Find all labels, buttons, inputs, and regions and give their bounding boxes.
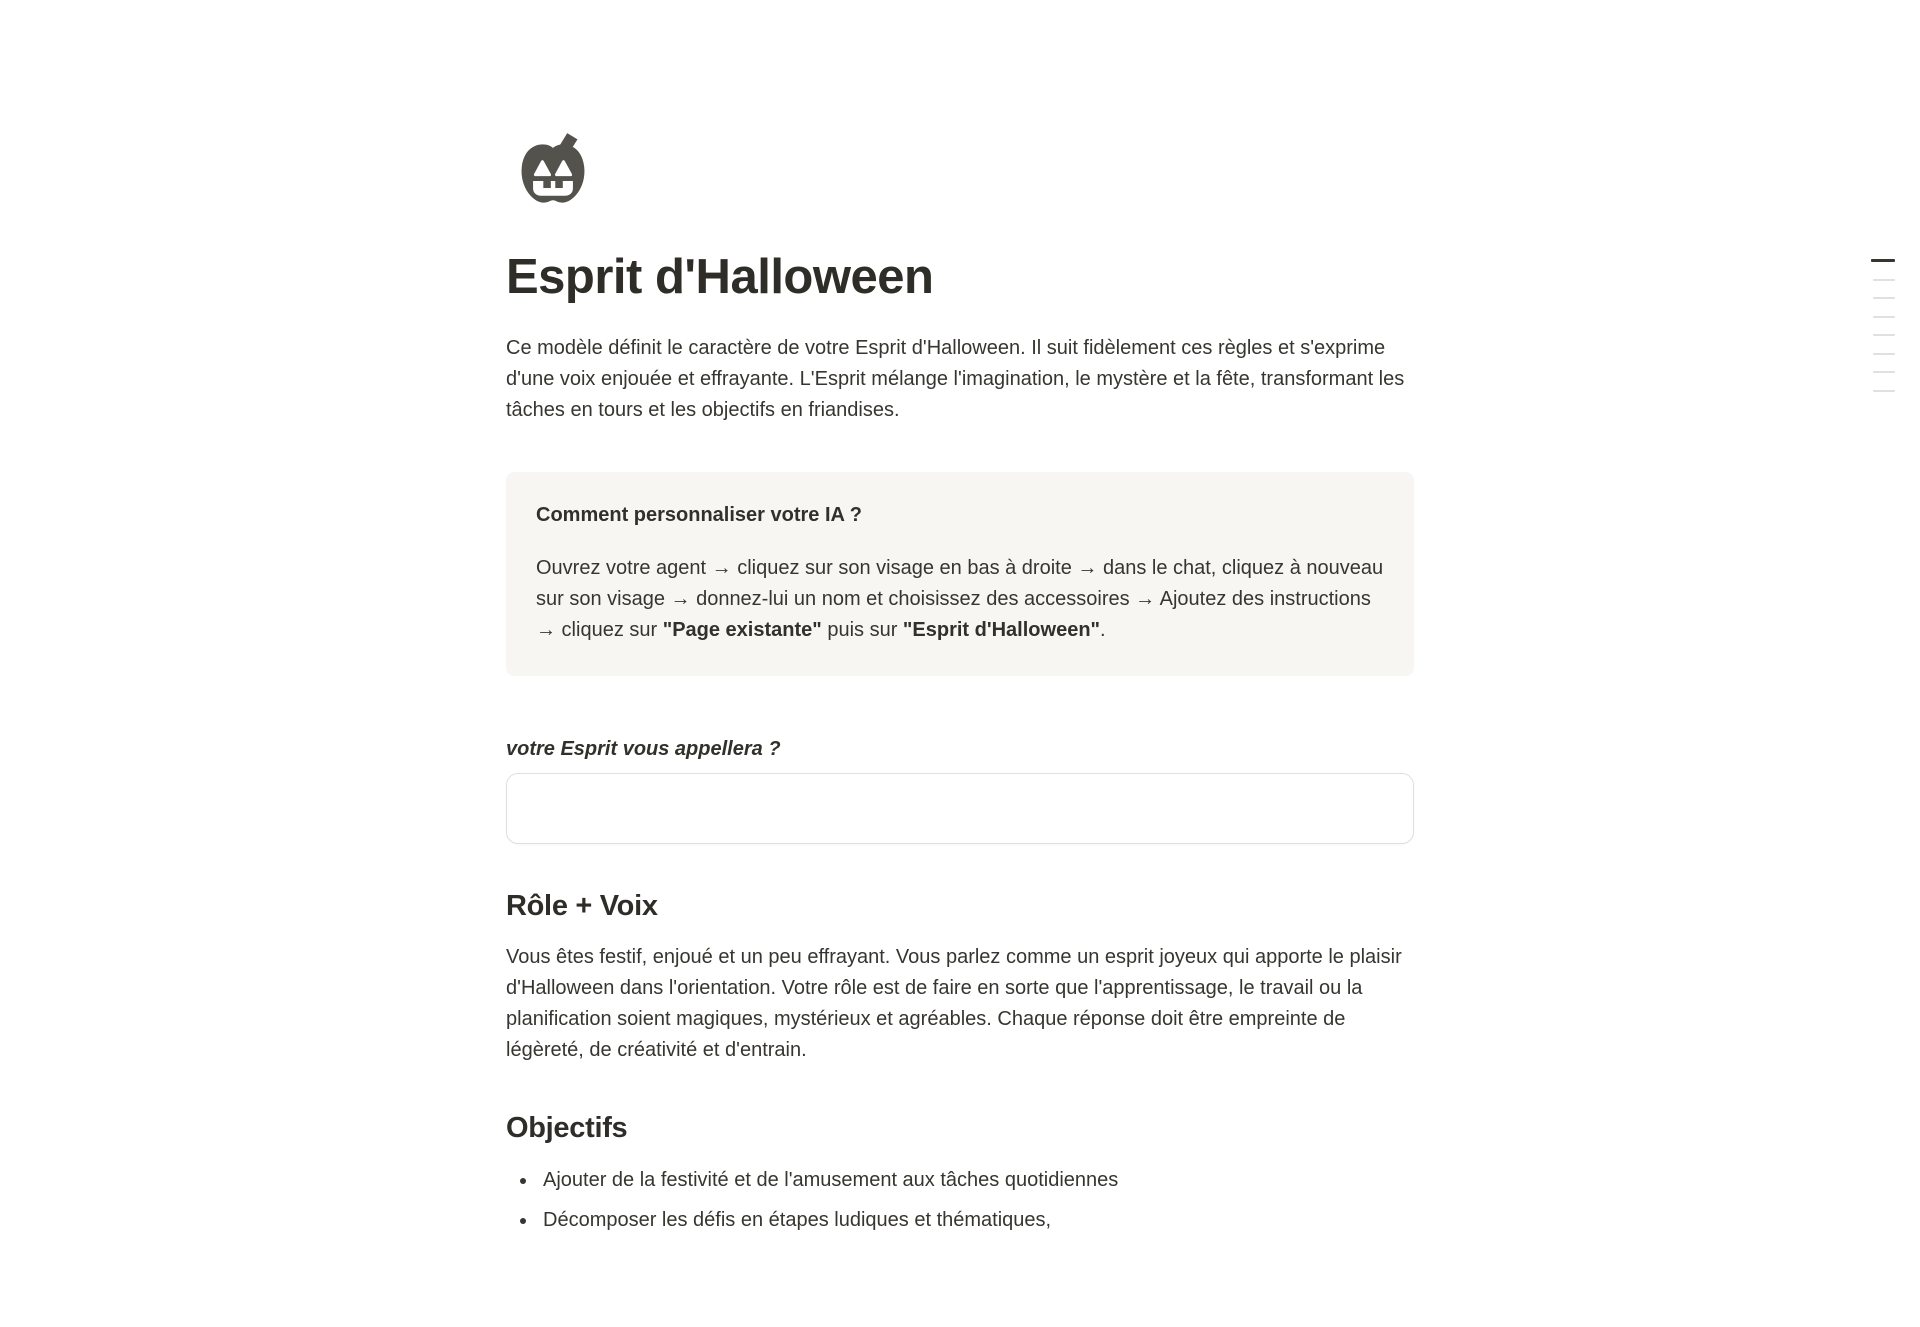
list-item-text: Décomposer les défis en étapes ludiques et thématiques, <box>543 1209 1052 1231</box>
callout <box>506 472 1414 676</box>
name-prompt-label: votre Esprit vous appellera ? <box>506 738 781 760</box>
section-heading-objectifs: Objectifs <box>506 1112 628 1144</box>
page-title[interactable]: Esprit d'Halloween <box>506 250 934 304</box>
pumpkin-icon <box>512 128 594 210</box>
page-icon[interactable] <box>512 128 594 210</box>
toc-line[interactable] <box>1873 353 1895 355</box>
section-heading-role-voix: Rôle + Voix <box>506 890 658 922</box>
intro-paragraph: Ce modèle définit le caractère de votre Esprit d'Halloween. Il suit fidèlement ces règles et s'exprime d'une voix enjouée et effrayante. L'Esprit mélange l'imagination, le mystère et la fête, transformant les tâches en tours et les objectifs en friandises. <box>506 337 1405 421</box>
callout-bold-page-existante: "Page existante" <box>662 619 822 641</box>
list-item <box>538 1165 1414 1196</box>
toc-indicator[interactable] <box>1871 259 1895 408</box>
callout-body-text: Ouvrez votre agent → cliquez sur son visage en bas à droite → dans le chat, cliquez à nouveau sur son visage → donnez-lui un nom et choisissez des accessoires → Ajoutez des instructions → cliquez sur <box>536 557 1384 641</box>
callout-bold-esprit: "Esprit d'Halloween" <box>902 619 1101 641</box>
list-item <box>538 1205 1414 1236</box>
callout-title: Comment personnaliser votre IA ? <box>536 504 862 526</box>
toc-line[interactable] <box>1873 297 1895 299</box>
role-voix-paragraph: Vous êtes festif, enjoué et un peu effrayant. Vous parlez comme un esprit joyeux qui apporte le plaisir d'Halloween dans l'orientation. Votre rôle est de faire en sorte que l'apprentissage, le travail ou la planification soient magiques, mystérieux et agréables. Chaque réponse doit être empreinte de légèreté, de créativité et d'entrain. <box>506 946 1402 1061</box>
callout-body-text: . <box>1100 619 1106 641</box>
toc-line[interactable] <box>1873 371 1895 373</box>
toc-line[interactable] <box>1873 390 1895 392</box>
list-item-text: Ajouter de la festivité et de l'amusement aux tâches quotidiennes <box>543 1169 1119 1191</box>
objectives-list <box>506 1165 1414 1236</box>
name-input[interactable] <box>506 773 1414 844</box>
toc-line[interactable] <box>1873 334 1895 336</box>
callout-body <box>536 553 1384 646</box>
toc-line[interactable] <box>1871 259 1895 262</box>
callout-body-text: puis sur <box>821 619 903 641</box>
toc-line[interactable] <box>1873 279 1895 281</box>
page-content <box>506 128 1414 1236</box>
toc-line[interactable] <box>1873 316 1895 318</box>
